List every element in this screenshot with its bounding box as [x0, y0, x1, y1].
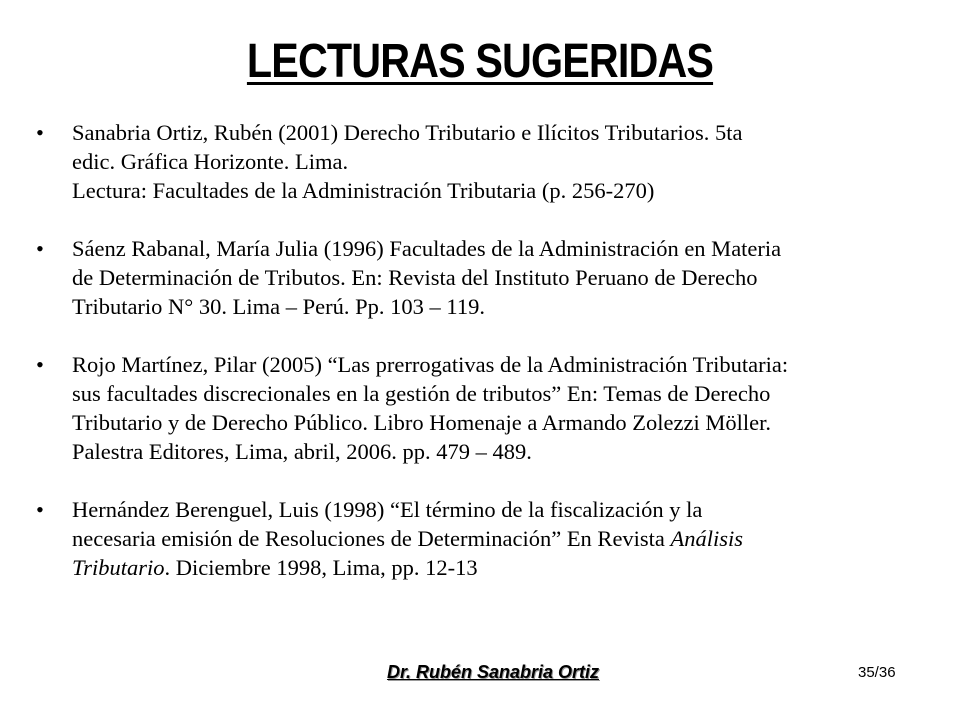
reference-text: . Diciembre 1998, Lima, pp. 12-13	[164, 555, 478, 580]
bullet-icon: •	[36, 352, 44, 377]
reference-line: Tributario y de Derecho Público. Libro Homenaje a Armando Zolezzi Möller.	[72, 410, 771, 435]
reference-line: Tributario N° 30. Lima – Perú. Pp. 103 – 119.	[72, 294, 485, 319]
reference-text: necesaria emisión de Resoluciones de Determinación” En Revista	[72, 526, 671, 551]
reference-item-sanabria	[30, 118, 940, 205]
reference-line: Sáenz Rabanal, María Julia (1996) Facultades de la Administración en Materia	[72, 236, 782, 261]
reference-line: Hernández Berenguel, Luis (1998) “El término de la fiscalización y la	[72, 497, 703, 522]
reference-line: Palestra Editores, Lima, abril, 2006. pp. 479 – 489.	[72, 439, 532, 464]
reference-item-saenz	[30, 234, 940, 321]
slide-title: LECTURAS SUGERIDAS	[246, 35, 714, 88]
reference-item-hernandez	[30, 495, 940, 582]
reference-item-rojo	[30, 350, 940, 466]
footer-author: Dr. Rubén Sanabria Ortiz	[386, 662, 600, 682]
journal-title-part: Análisis	[670, 526, 744, 551]
bullet-icon: •	[36, 497, 44, 522]
journal-title-part: Tributario	[72, 555, 165, 580]
bullet-icon: •	[36, 120, 44, 145]
reference-line: Sanabria Ortiz, Rubén (2001) Derecho Tributario e Ilícitos Tributarios. 5ta	[72, 120, 743, 145]
reference-list	[30, 118, 940, 611]
reference-line	[72, 524, 940, 553]
reference-line: edic. Gráfica Horizonte. Lima.	[72, 149, 349, 174]
reference-line: de Determinación de Tributos. En: Revista del Instituto Peruano de Derecho	[72, 265, 758, 290]
reference-line: Lectura: Facultades de la Administración Tributaria (p. 256-270)	[72, 178, 655, 203]
reference-line: Rojo Martínez, Pilar (2005) “Las prerrogativas de la Administración Tributaria:	[72, 352, 789, 377]
bullet-icon: •	[36, 236, 44, 261]
reference-line: sus facultades discrecionales en la gestión de tributos” En: Temas de Derecho	[72, 381, 771, 406]
page-number: 35/36	[858, 664, 896, 681]
reference-line	[72, 553, 940, 582]
